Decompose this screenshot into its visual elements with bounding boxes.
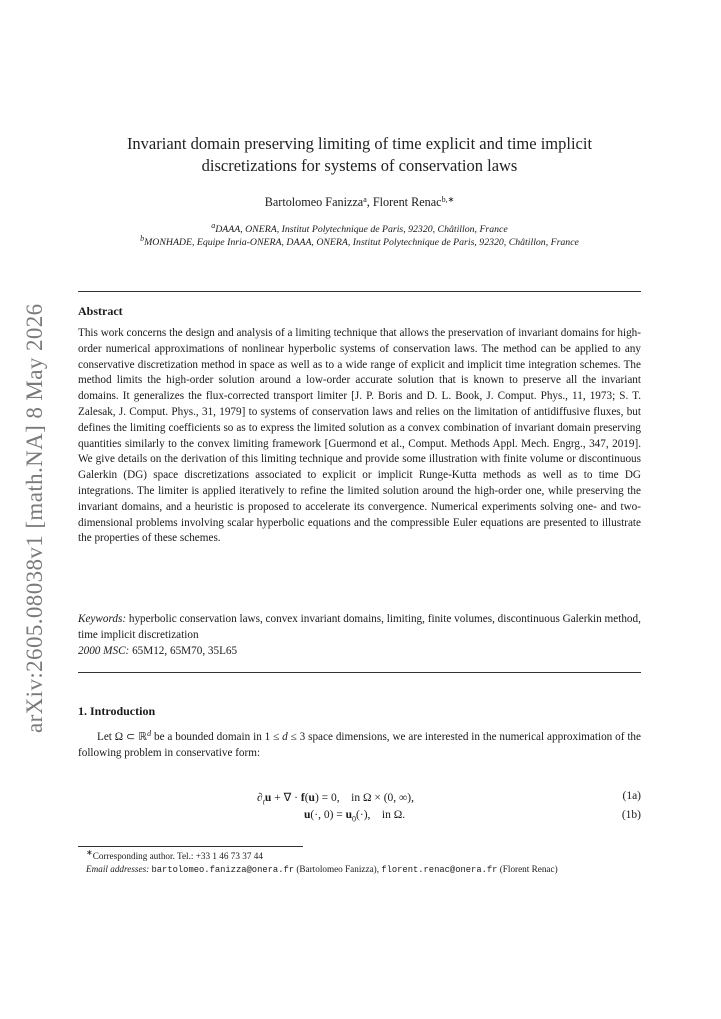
author-1: Bartolomeo Fanizza [264,195,364,209]
equation-1a: $\partial_tu$ + ∇ · f(u) = 0, in Ω × (0, ∞), [257,792,414,807]
keywords-block [78,612,641,659]
email-1-name: (Bartolomeo Fanizza), [296,863,379,874]
email-link-1[interactable]: bartolomeo.fanizza@onera.fr [151,864,295,875]
affiliation-a-text: DAAA, ONERA, Institut Polytechnique de Paris, 92320, Châtillon, France [215,224,508,235]
author-2: Florent Renac [372,195,442,209]
equation-1a-label: (1a) [622,790,641,802]
abstract-top-rule [78,291,641,292]
footnote-corresponding: Corresponding author. Tel.: +33 1 46 73 37 44 [92,851,263,861]
keywords-label: Keywords: [78,613,127,625]
section-heading-introduction: 1. Introduction [78,704,156,718]
equation-1b: u(·, $0) = u_0(\cdot)$, in Ω. [304,809,406,824]
authors: Bartolomeo Fanizza$^a$, Florent Renac$^{b,∗}$ [264,195,455,209]
msc-label: 2000 MSC: [78,644,130,657]
email-link-2[interactable]: florent.renac@onera.fr [381,864,498,875]
author-2-mark: b,∗ [441,195,455,204]
title-line-2: discretizations for systems of conservation laws [201,156,518,175]
footnote [78,850,641,876]
affiliation-b-mark: b [140,234,145,243]
arxiv-id-text: arXiv:2605.08038v1 [math.NA] 8 May 2026 [22,303,47,733]
msc-text: 65M12, 65M70, 35L65 [132,644,238,657]
arxiv-sidebar-identifier [22,287,48,733]
footnote-rule [78,846,303,847]
keywords-text: hyperbolic conservation laws, convex invariant domains, limiting, finite volumes, discontinuous Galerkin method, time implicit discretization [78,613,641,641]
title-line-1: Invariant domain preserving limiting of time explicit and time implicit [126,134,593,153]
paper-title [78,133,641,177]
affiliation-b [78,234,641,248]
affiliation-a-mark: a [211,221,216,230]
author-1-mark: a [363,195,367,204]
abstract-text: This work concerns the design and analysis of a limiting technique that allows the preservation of invariant domains for high-order numerical approximations of nonlinear hyperbolic systems of conservation laws. The method can be applied to any conservative discretization method in space as well as to a wide range of explicit and implicit time integration schemes. The method limits the high-order solution around a low-order accurate solution that is known to preserve all the invariant domains. It generalizes the flux-corrected transport limiter [J. P. Boris and D. L. Book, J. Comput. Phys., 11, 1973; S. T. Zalesak, J. Comput. Phys., 31, 1979] to systems of conservation laws and relies on the limitation of antidiffusive fluxes, but defines the limiting coefficients so as to express the limited solution as a convex combination of invariant domain preserving quantities similarly to the convex limiting framework [Guermond et al., Comput. Methods Appl. Mech. Engrg., 347, 2019]. We give details on the derivation of this limiting technique and provide some illustration with finite volume or discontinuous Galerkin (DG) space discretizations associated to explicit or implicit Runge-Kutta methods as well as to time DG integrations. The limiter is applied iteratively to refine the limited solution around the high-order one, while preserving the invariant domains, and a heuristic is proposed to accelerate its convergence. Numerical experiments solving one- and two-dimensional problems involving scalar hyperbolic equations and the compressible Euler equations are presented to illustrate the properties of these schemes. [78,327,641,545]
affiliation-b-text: MONHADE, Equipe Inria-ONERA, DAAA, ONERA, Institut Polytechnique de Paris, 92320, Châtillon, France [144,237,579,248]
email-2-name: (Florent Renac) [499,863,558,874]
abstract-bottom-rule [78,672,641,673]
affiliation-a [78,221,641,235]
intro-paragraph: Let Ω ⊂ ℝ$^d$ be a bounded domain in 1 ≤ d ≤ 3 space dimensions, we are interested in the numerical approximation of the following problem in conservative form: [78,729,641,759]
footnote-email-label: Email addresses: [86,863,150,874]
abstract-heading: Abstract [78,304,123,318]
equation-1b-label: (1b) [621,809,641,821]
footnote-mark: ∗ [86,848,93,857]
